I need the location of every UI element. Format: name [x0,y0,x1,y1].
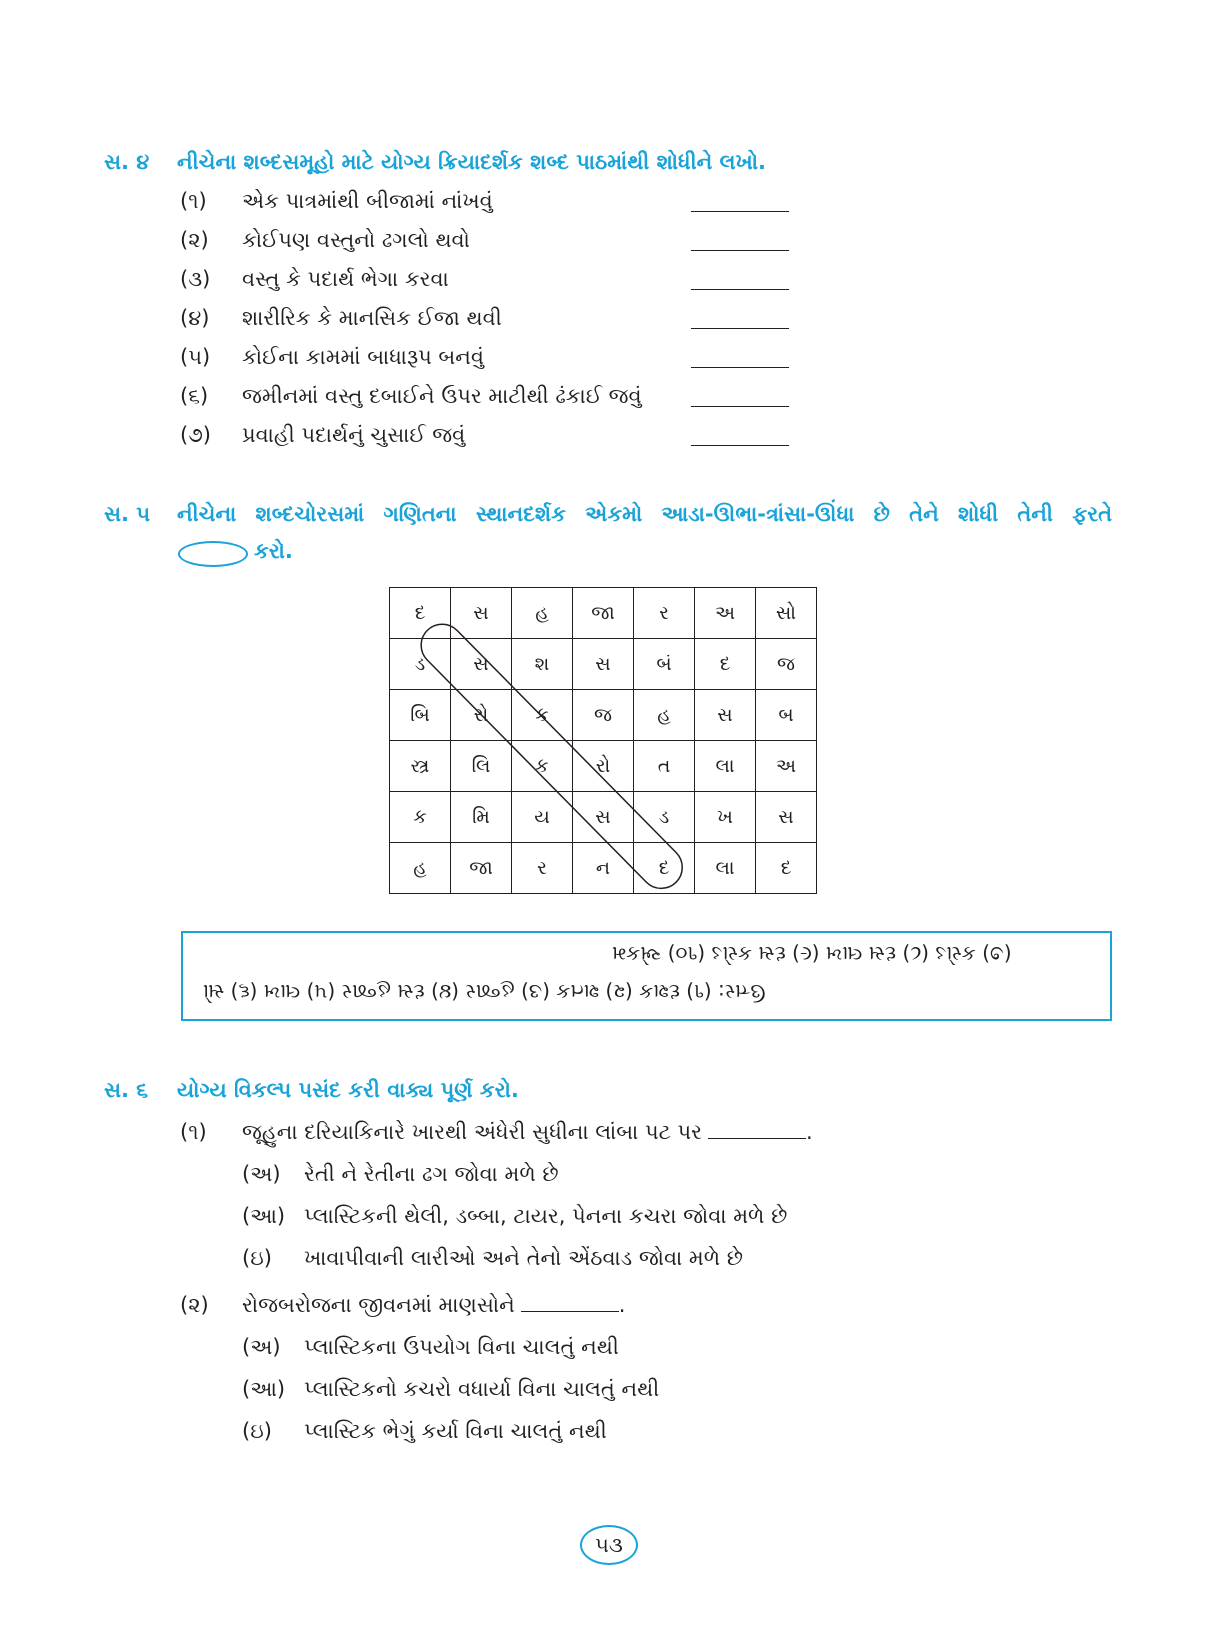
question-text: રોજબરોજના જીવનમાં માણસોને [242,1293,515,1317]
grid-cell[interactable]: હ [512,588,573,639]
q6-prompt: યોગ્ય વિકલ્પ પસંદ કરી વાક્ય પૂર્ણ કરો. [177,1078,519,1102]
item-number: (૬) [180,384,209,408]
grid-cell[interactable]: જ [756,639,817,690]
grid-cell[interactable]: ક [512,690,573,741]
q4-item-3 [180,267,449,292]
q4-item-5 [180,345,484,370]
q6-q2-option-b[interactable] [242,1377,659,1402]
q4-item-1 [180,189,493,214]
question-end: . [618,1293,626,1317]
q6-q2-option-a[interactable] [242,1335,619,1360]
q6-question-2 [180,1293,625,1318]
q6-q2-option-c[interactable] [242,1419,607,1444]
answer-blank-5[interactable] [691,366,789,368]
grid-cell[interactable]: લિ [451,741,512,792]
option-text: ખાવાપીવાની લારીઓ અને તેનો એંઠવાડ જોવા મળે છે [304,1246,744,1270]
grid-cell[interactable]: સ [451,639,512,690]
grid-cell[interactable]: શ [512,639,573,690]
option-label: (આ) [242,1377,286,1401]
q6-q1-option-b[interactable] [242,1204,787,1229]
grid-cell[interactable]: ડ [634,792,695,843]
grid-cell[interactable]: બં [634,639,695,690]
item-text: પ્રવાહી પદાર્થનું ચુસાઈ જવું [242,423,466,447]
option-text: પ્લાસ્ટિકની થેલી, ડબ્બા, ટાયર, પેનના કચરા જોવા મળે છે [304,1204,788,1228]
grid-cell[interactable]: દ [756,843,817,894]
grid-cell[interactable]: હ [634,690,695,741]
item-number: (૨) [180,228,209,252]
grid-cell[interactable]: બ [756,690,817,741]
q6-number: સ. ૬ [104,1078,149,1102]
answer-box [181,931,1112,1021]
fill-blank[interactable] [521,1311,619,1312]
item-text: કોઈપણ વસ્તુનો ઢગલો થવો [242,228,470,252]
grid-cell[interactable]: ન [573,843,634,894]
grid-cell[interactable]: રો [451,690,512,741]
grid-cell[interactable]: જ [573,690,634,741]
answer-blank-7[interactable] [691,444,789,446]
option-label: (ઇ) [242,1419,272,1443]
grid-cell[interactable]: ર [634,588,695,639]
grid-cell[interactable]: ત [634,741,695,792]
grid-cell[interactable]: જા [451,843,512,894]
q4-prompt: નીચેના શબ્દસમૂહો માટે યોગ્ય ક્રિયાદર્શક શબ્દ પાઠમાંથી શોધીને લખો. [177,150,766,174]
option-label: (અ) [242,1335,281,1359]
q5-prompt-line1: નીચેના શબ્દચોરસમાં ગણિતના સ્થાનદર્શક એકમો આડા-ઊભા-ત્રાંસા-ઊંધા છે તેને શોધી તેની ફરતે [177,502,1112,526]
grid-cell[interactable]: હ [390,843,451,894]
q4-item-2 [180,228,470,253]
grid-cell[interactable]: લા [695,843,756,894]
item-number: (૨) [180,1293,209,1317]
q4-number: સ. ૪ [104,150,150,174]
grid-cell[interactable]: ડ [390,639,451,690]
item-text: એક પાત્રમાંથી બીજામાં નાંખવું [242,189,493,213]
grid-cell[interactable]: અ [756,741,817,792]
q4-item-6 [180,384,642,409]
grid-cell[interactable]: લા [695,741,756,792]
answer-blank-1[interactable] [691,210,789,212]
grid-cell[interactable]: દ [634,843,695,894]
grid-cell[interactable]: સ [573,639,634,690]
answer-blank-2[interactable] [691,249,789,251]
grid-cell[interactable]: સ [451,588,512,639]
option-text: રેતી ને રેતીના ઢગ જોવા મળે છે [304,1162,559,1186]
option-text: પ્લાસ્ટિક ભેગું કર્યા વિના ચાલતું નથી [304,1419,607,1443]
grid-cell[interactable]: દ [390,588,451,639]
grid-cell[interactable]: ક [390,792,451,843]
q6-q1-option-c[interactable] [242,1246,743,1271]
option-text: પ્લાસ્ટિકના ઉપયોગ વિના ચાલતું નથી [304,1335,619,1359]
answer-blank-3[interactable] [691,288,789,290]
option-label: (ઇ) [242,1246,272,1270]
grid-cell[interactable]: સ્ત્ર [390,741,451,792]
q4-item-4 [180,306,502,331]
q5-number: સ. ૫ [104,502,151,526]
grid-cell[interactable]: જા [573,588,634,639]
item-number: (૫) [180,345,211,369]
grid-cell[interactable]: સ [756,792,817,843]
oval-icon [178,541,248,567]
item-number: (૩) [180,267,211,291]
question-end: . [805,1120,813,1144]
grid-cell[interactable]: અ [695,588,756,639]
answer-line-1: ઉત્તર: (૧) દશક (૨) શતક (૩) હજાર (૪) દસ હજાર (૫) લાખ (૬) સો [203,980,766,1004]
item-number: (૧) [180,1120,207,1144]
item-text: વસ્તુ કે પદાર્થ ભેગા કરવા [242,267,449,291]
diagonal-oval-icon [412,616,690,898]
question-text: જૂહુના દરિયાકિનારે ખારથી અંધેરી સુધીના લાંબા પટ પર [242,1120,702,1144]
item-text: જમીનમાં વસ્તુ દબાઈને ઉપર માટીથી ઢંકાઈ જવું [242,384,642,408]
item-text: કોઈના કામમાં બાધારૂપ બનવું [242,345,485,369]
grid-cell[interactable]: દ [695,639,756,690]
fill-blank[interactable] [708,1138,806,1139]
grid-cell[interactable]: રો [573,741,634,792]
q6-q1-option-a[interactable] [242,1162,559,1187]
grid-cell[interactable]: ય [512,792,573,843]
answer-line-2: (૭) કરોડ (૮) દસ લાખ (૯) દસ કરોડ (૧૦) એકમ [612,942,1012,966]
item-number: (૧) [180,189,207,213]
option-label: (અ) [242,1162,281,1186]
grid-cell[interactable]: સ [695,690,756,741]
grid-cell[interactable]: ખ [695,792,756,843]
item-number: (૪) [180,306,210,330]
grid-circle-overlay [389,587,829,899]
q6-question-1 [180,1120,813,1145]
q4-item-7 [180,423,465,448]
grid-cell[interactable]: સ [573,792,634,843]
grid-cell[interactable]: બિ [390,690,451,741]
option-label: (આ) [242,1204,286,1228]
grid-cell[interactable]: ક [512,741,573,792]
item-text: શારીરિક કે માનસિક ઈજા થવી [242,306,502,330]
grid-cell[interactable]: મિ [451,792,512,843]
answer-blank-4[interactable] [691,327,789,329]
grid-cell[interactable]: સો [756,588,817,639]
answer-blank-6[interactable] [691,405,789,407]
page-number: ૫૩ [580,1525,638,1565]
q5-prompt-line2: કરો. [254,539,293,563]
option-text: પ્લાસ્ટિકનો કચરો વધાર્યા વિના ચાલતું નથી [304,1377,660,1401]
item-number: (૭) [180,423,211,447]
grid-cell[interactable]: ર [512,843,573,894]
